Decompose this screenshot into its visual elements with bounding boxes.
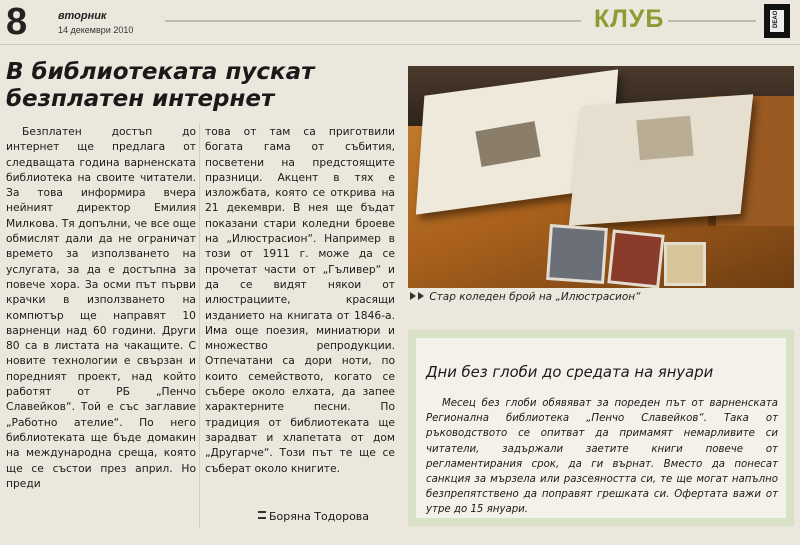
masthead: [0, 0, 800, 46]
column-divider: [199, 124, 200, 528]
logo-text: DEAO: [773, 10, 779, 28]
article-byline: [258, 510, 369, 523]
newspaper-logo-icon: [764, 4, 790, 38]
article-column-1: Безплатен достъп до интернет ще предлага от следващата година варненската библиотека на своите читатели. За това информира вчера нейният директор Емилия Милкова. Тя допълни, че все още обмислят дали да не ограничат времето за използването на услугата, за да е достъпна за повече хора. За осми път първи крачки в използването на компютър ще направят 10 варненци над 60 години. Други 80 са в листата на чакащите. С новите технологии е свързан и поредният проект, над който работят от РБ „Пенчо Славейков“. Той е със заглавие „Работно ателие“. По него библиотеката ще бъде домакин на международна среща, която ще се състои през април. Но преди: [6, 125, 196, 490]
sidebar-title: Дни без глоби до средата на януари: [426, 364, 714, 381]
magazine-issue-2: [607, 229, 664, 288]
photo-caption: [410, 291, 641, 303]
issue-day: вторник: [58, 10, 107, 22]
sidebar-inner: [416, 338, 786, 518]
article-photo: [408, 66, 794, 288]
masthead-rule-right: [668, 20, 756, 22]
magazine-issue-1: [546, 224, 608, 284]
page-number: 8: [6, 1, 28, 43]
magazine-issue-3: [664, 242, 706, 286]
logo-frame: [768, 8, 786, 34]
article-column-2: това от там са приготвили богата гама от събития, посветени на предстоящите празници. Акцент в тях е изложбата, която се открива на 21 декември. В нея ще бъдат показани стари коледни броеве на „Илюстрасион“. Например в този от 1911 г. може да се прочетат части от „Гъливер“ и да се видят някои от илюстрациите, красящи изданието на книгата от 1846-а. Има още поезия, миниатюри и множество репродукции. Отпечатани са дори ноти, по които семейството, когато се събере около елхата, да запее характерните песни. По традиция от библиотеката ще зарадват и хлапетата от дом „Другарче“. Този път те ще се съберат около книгите.: [205, 125, 395, 475]
byline-author: Боряна Тодорова: [269, 510, 370, 523]
sidebar-text: Месец без глоби обявяват за пореден път от варненската Регионална библиотека „Пенчо Славейков“. Така от ръководството се опитват да примамят немарливите си читатели, задържали заетите книги повече от регламентирания срок, да ги върнат. Вместо да понесат санкция за мързела или разсеяността си, те ще могат напълно безпрепятствено да поправят грешката си. Офертата важи от утре до 15 януари.: [426, 398, 778, 516]
byline-marker-icon: [258, 511, 266, 519]
caption-arrow-icon: [410, 292, 416, 300]
sidebar-box: [408, 330, 794, 526]
section-label: КЛУБ: [594, 5, 665, 33]
issue-date: 14 декември 2010: [58, 25, 134, 35]
masthead-bottom-rule: [0, 44, 800, 45]
photo-caption-text: Стар коледен брой на „Илюстрасион“: [429, 291, 641, 303]
book-illustration-2: [636, 116, 693, 161]
open-book-right-page: [569, 94, 753, 226]
article-headline: В библиотеката пускат безплатен интернет: [6, 59, 315, 112]
caption-arrow-icon: [418, 292, 424, 300]
masthead-rule: [165, 20, 581, 22]
